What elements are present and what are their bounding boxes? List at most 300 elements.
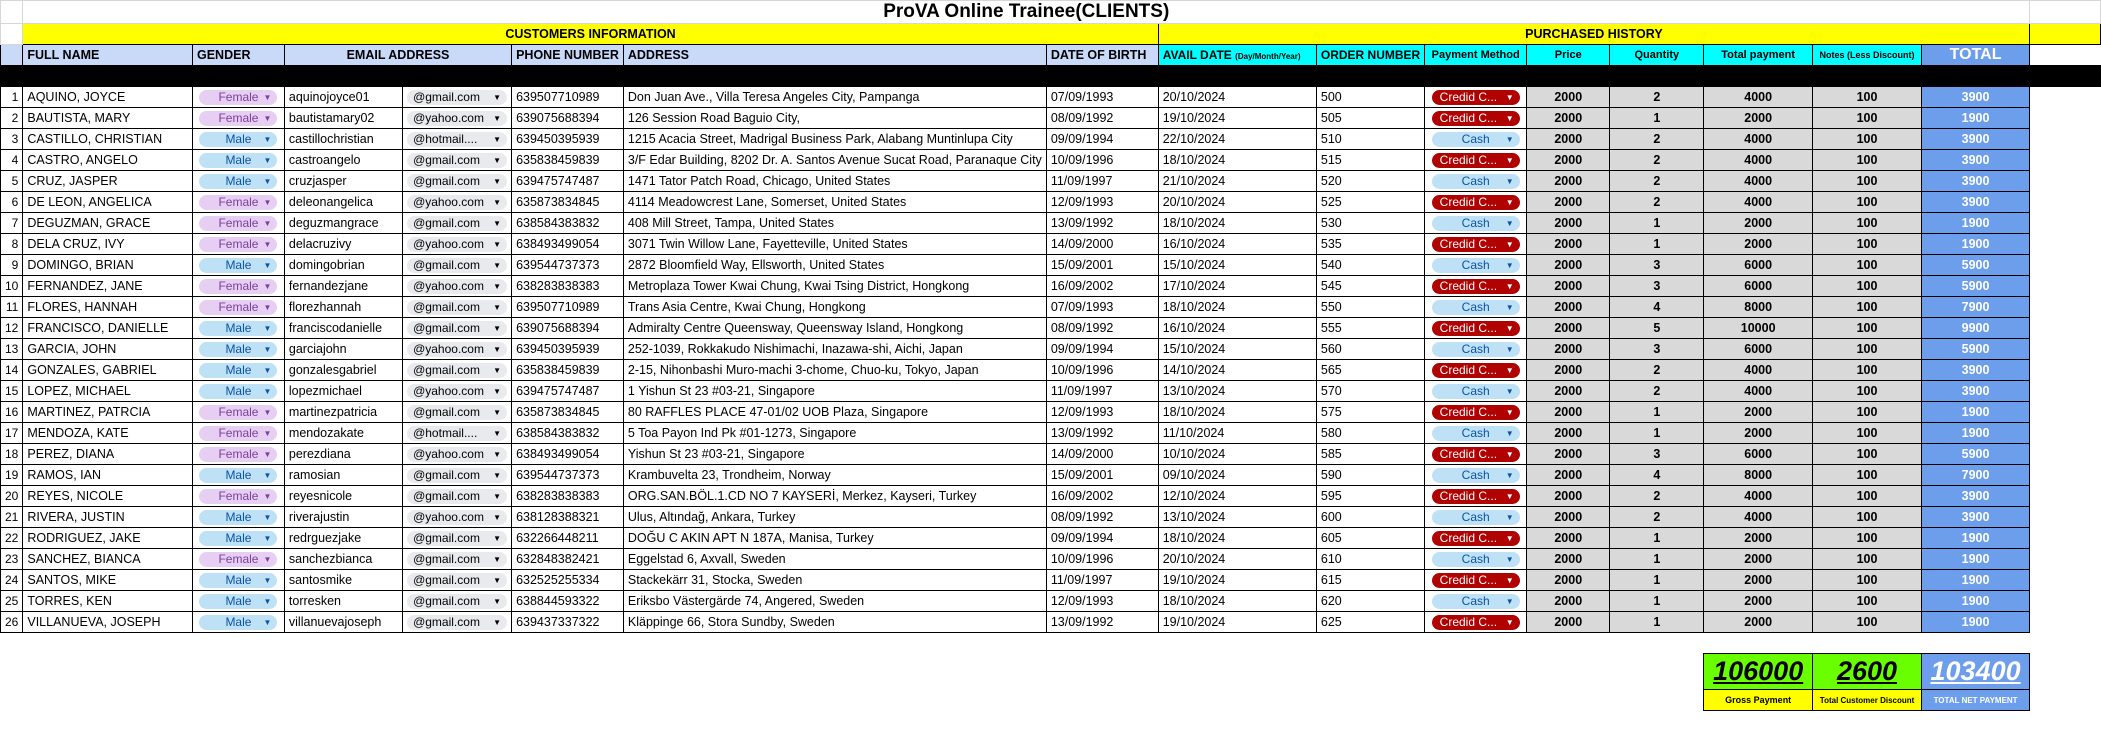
payment-method-dropdown[interactable]: [1432, 552, 1520, 567]
gender-cell[interactable]: [193, 87, 285, 108]
total-cell[interactable]: 5900: [1922, 255, 2030, 276]
payment-method-cell[interactable]: [1425, 171, 1527, 192]
quantity-cell[interactable]: 2: [1610, 192, 1704, 213]
quantity-cell[interactable]: 1: [1610, 234, 1704, 255]
total-payment-cell[interactable]: 2000: [1704, 549, 1813, 570]
dob-cell[interactable]: 14/09/2000: [1046, 444, 1158, 465]
notes-cell[interactable]: 100: [1813, 192, 1922, 213]
email-domain-cell[interactable]: [403, 87, 512, 108]
full-name-cell[interactable]: LOPEZ, MICHAEL: [23, 381, 193, 402]
payment-method-cell[interactable]: [1425, 339, 1527, 360]
avail-date-cell[interactable]: 18/10/2024: [1158, 528, 1316, 549]
payment-method-cell[interactable]: [1425, 570, 1527, 591]
email-user-cell[interactable]: riverajustin: [284, 507, 402, 528]
dob-cell[interactable]: 16/09/2002: [1046, 276, 1158, 297]
header-address[interactable]: ADDRESS: [623, 45, 1046, 66]
full-name-cell[interactable]: CASTRO, ANGELO: [23, 150, 193, 171]
email-domain-dropdown[interactable]: [407, 363, 507, 378]
total-payment-cell[interactable]: 2000: [1704, 591, 1813, 612]
avail-date-cell[interactable]: 19/10/2024: [1158, 108, 1316, 129]
email-domain-dropdown[interactable]: [407, 594, 507, 609]
total-cell[interactable]: 5900: [1922, 339, 2030, 360]
payment-method-dropdown[interactable]: [1432, 90, 1520, 105]
phone-cell[interactable]: 639450395939: [512, 129, 624, 150]
email-user-cell[interactable]: castillochristian: [284, 129, 402, 150]
order-number-cell[interactable]: 615: [1316, 570, 1424, 591]
avail-date-cell[interactable]: 15/10/2024: [1158, 255, 1316, 276]
total-payment-cell[interactable]: 4000: [1704, 129, 1813, 150]
notes-cell[interactable]: 100: [1813, 444, 1922, 465]
dob-cell[interactable]: 15/09/2001: [1046, 255, 1158, 276]
order-number-cell[interactable]: 560: [1316, 339, 1424, 360]
payment-method-dropdown[interactable]: [1432, 258, 1520, 273]
payment-method-cell[interactable]: [1425, 423, 1527, 444]
price-cell[interactable]: 2000: [1527, 381, 1610, 402]
payment-method-cell[interactable]: [1425, 549, 1527, 570]
full-name-cell[interactable]: BAUTISTA, MARY: [23, 108, 193, 129]
dob-cell[interactable]: 09/09/1994: [1046, 339, 1158, 360]
full-name-cell[interactable]: CASTILLO, CHRISTIAN: [23, 129, 193, 150]
quantity-cell[interactable]: 1: [1610, 423, 1704, 444]
price-cell[interactable]: 2000: [1527, 297, 1610, 318]
total-cell[interactable]: 3900: [1922, 129, 2030, 150]
payment-method-dropdown[interactable]: [1432, 468, 1520, 483]
email-domain-cell[interactable]: [403, 612, 512, 633]
email-user-cell[interactable]: franciscodanielle: [284, 318, 402, 339]
full-name-cell[interactable]: DOMINGO, BRIAN: [23, 255, 193, 276]
payment-method-cell[interactable]: [1425, 192, 1527, 213]
payment-method-cell[interactable]: [1425, 444, 1527, 465]
dob-cell[interactable]: 11/09/1997: [1046, 570, 1158, 591]
payment-method-cell[interactable]: [1425, 528, 1527, 549]
address-cell[interactable]: DOĞU C AKIN APT N 187A, Manisa, Turkey: [623, 528, 1046, 549]
payment-method-cell[interactable]: [1425, 465, 1527, 486]
email-domain-cell[interactable]: [403, 150, 512, 171]
price-cell[interactable]: 2000: [1527, 465, 1610, 486]
price-cell[interactable]: 2000: [1527, 423, 1610, 444]
quantity-cell[interactable]: 2: [1610, 150, 1704, 171]
payment-method-cell[interactable]: [1425, 318, 1527, 339]
price-cell[interactable]: 2000: [1527, 213, 1610, 234]
dob-cell[interactable]: 08/09/1992: [1046, 318, 1158, 339]
payment-method-dropdown[interactable]: [1432, 615, 1520, 630]
price-cell[interactable]: 2000: [1527, 108, 1610, 129]
email-domain-cell[interactable]: [403, 339, 512, 360]
email-user-cell[interactable]: gonzalesgabriel: [284, 360, 402, 381]
email-user-cell[interactable]: domingobrian: [284, 255, 402, 276]
gender-cell[interactable]: [193, 150, 285, 171]
gender-cell[interactable]: [193, 213, 285, 234]
gender-cell[interactable]: [193, 192, 285, 213]
avail-date-cell[interactable]: 13/10/2024: [1158, 507, 1316, 528]
full-name-cell[interactable]: DE LEON, ANGELICA: [23, 192, 193, 213]
gender-cell[interactable]: [193, 171, 285, 192]
notes-cell[interactable]: 100: [1813, 255, 1922, 276]
full-name-cell[interactable]: AQUINO, JOYCE: [23, 87, 193, 108]
price-cell[interactable]: 2000: [1527, 591, 1610, 612]
order-number-cell[interactable]: 540: [1316, 255, 1424, 276]
payment-method-dropdown[interactable]: [1432, 237, 1520, 252]
total-cell[interactable]: 3900: [1922, 381, 2030, 402]
quantity-cell[interactable]: 1: [1610, 591, 1704, 612]
total-payment-cell[interactable]: 2000: [1704, 423, 1813, 444]
gender-dropdown[interactable]: [199, 531, 277, 546]
email-user-cell[interactable]: mendozakate: [284, 423, 402, 444]
phone-cell[interactable]: 635838459839: [512, 360, 624, 381]
payment-method-dropdown[interactable]: [1432, 216, 1520, 231]
total-payment-cell[interactable]: 10000: [1704, 318, 1813, 339]
price-cell[interactable]: 2000: [1527, 486, 1610, 507]
email-domain-dropdown[interactable]: [407, 510, 507, 525]
order-number-cell[interactable]: 555: [1316, 318, 1424, 339]
email-domain-dropdown[interactable]: [407, 615, 507, 630]
total-cell[interactable]: 3900: [1922, 171, 2030, 192]
payment-method-cell[interactable]: [1425, 402, 1527, 423]
gender-cell[interactable]: [193, 108, 285, 129]
address-cell[interactable]: 126 Session Road Baguio City,: [623, 108, 1046, 129]
header-total[interactable]: TOTAL: [1922, 45, 2030, 66]
email-user-cell[interactable]: perezdiana: [284, 444, 402, 465]
total-payment-cell[interactable]: 6000: [1704, 444, 1813, 465]
phone-cell[interactable]: 639507710989: [512, 297, 624, 318]
quantity-cell[interactable]: 1: [1610, 213, 1704, 234]
address-cell[interactable]: Admiralty Centre Queensway, Queensway Island, Hongkong: [623, 318, 1046, 339]
full-name-cell[interactable]: DELA CRUZ, IVY: [23, 234, 193, 255]
dob-cell[interactable]: 10/09/1996: [1046, 150, 1158, 171]
notes-cell[interactable]: 100: [1813, 213, 1922, 234]
order-number-cell[interactable]: 600: [1316, 507, 1424, 528]
price-cell[interactable]: 2000: [1527, 549, 1610, 570]
email-user-cell[interactable]: fernandezjane: [284, 276, 402, 297]
payment-method-dropdown[interactable]: [1432, 279, 1520, 294]
email-user-cell[interactable]: torresken: [284, 591, 402, 612]
payment-method-dropdown[interactable]: [1432, 342, 1520, 357]
price-cell[interactable]: 2000: [1527, 570, 1610, 591]
total-cell[interactable]: 1900: [1922, 213, 2030, 234]
gender-cell[interactable]: [193, 465, 285, 486]
dob-cell[interactable]: 07/09/1993: [1046, 297, 1158, 318]
notes-cell[interactable]: 100: [1813, 234, 1922, 255]
gender-dropdown[interactable]: [199, 237, 277, 252]
address-cell[interactable]: Stackekärr 31, Stocka, Sweden: [623, 570, 1046, 591]
header-total-payment[interactable]: Total payment: [1704, 45, 1813, 66]
email-domain-cell[interactable]: [403, 276, 512, 297]
payment-method-dropdown[interactable]: [1432, 132, 1520, 147]
address-cell[interactable]: ORG.SAN.BÖL.1.CD NO 7 KAYSERİ, Merkez, Kayseri, Turkey: [623, 486, 1046, 507]
gender-cell[interactable]: [193, 129, 285, 150]
total-payment-cell[interactable]: 4000: [1704, 192, 1813, 213]
address-cell[interactable]: Yishun St 23 #03-21, Singapore: [623, 444, 1046, 465]
address-cell[interactable]: Eriksbo Västergärde 74, Angered, Sweden: [623, 591, 1046, 612]
dob-cell[interactable]: 13/09/1992: [1046, 612, 1158, 633]
phone-cell[interactable]: 632848382421: [512, 549, 624, 570]
full-name-cell[interactable]: RAMOS, IAN: [23, 465, 193, 486]
notes-cell[interactable]: 100: [1813, 612, 1922, 633]
dob-cell[interactable]: 08/09/1992: [1046, 507, 1158, 528]
order-number-cell[interactable]: 530: [1316, 213, 1424, 234]
gender-cell[interactable]: [193, 381, 285, 402]
total-cell[interactable]: 5900: [1922, 444, 2030, 465]
email-domain-cell[interactable]: [403, 570, 512, 591]
notes-cell[interactable]: 100: [1813, 381, 1922, 402]
dob-cell[interactable]: 10/09/1996: [1046, 549, 1158, 570]
quantity-cell[interactable]: 1: [1610, 108, 1704, 129]
payment-method-cell[interactable]: [1425, 381, 1527, 402]
price-cell[interactable]: 2000: [1527, 402, 1610, 423]
phone-cell[interactable]: 639075688394: [512, 318, 624, 339]
email-user-cell[interactable]: deleonangelica: [284, 192, 402, 213]
payment-method-cell[interactable]: [1425, 591, 1527, 612]
quantity-cell[interactable]: 2: [1610, 171, 1704, 192]
total-payment-cell[interactable]: 4000: [1704, 360, 1813, 381]
gender-dropdown[interactable]: [199, 195, 277, 210]
full-name-cell[interactable]: FERNANDEZ, JANE: [23, 276, 193, 297]
quantity-cell[interactable]: 1: [1610, 612, 1704, 633]
avail-date-cell[interactable]: 16/10/2024: [1158, 318, 1316, 339]
avail-date-cell[interactable]: 18/10/2024: [1158, 213, 1316, 234]
header-order-number[interactable]: ORDER NUMBER: [1316, 45, 1424, 66]
payment-method-dropdown[interactable]: [1432, 195, 1520, 210]
header-avail-date[interactable]: [1158, 45, 1316, 66]
total-cell[interactable]: 3900: [1922, 150, 2030, 171]
address-cell[interactable]: 1215 Acacia Street, Madrigal Business Park, Alabang Muntinlupa City: [623, 129, 1046, 150]
phone-cell[interactable]: 632525255334: [512, 570, 624, 591]
notes-cell[interactable]: 100: [1813, 150, 1922, 171]
gender-dropdown[interactable]: [199, 468, 277, 483]
avail-date-cell[interactable]: 18/10/2024: [1158, 297, 1316, 318]
notes-cell[interactable]: 100: [1813, 549, 1922, 570]
address-cell[interactable]: 4114 Meadowcrest Lane, Somerset, United States: [623, 192, 1046, 213]
phone-cell[interactable]: 635838459839: [512, 150, 624, 171]
email-domain-cell[interactable]: [403, 423, 512, 444]
gender-cell[interactable]: [193, 612, 285, 633]
full-name-cell[interactable]: FLORES, HANNAH: [23, 297, 193, 318]
price-cell[interactable]: 2000: [1527, 339, 1610, 360]
dob-cell[interactable]: 10/09/1996: [1046, 360, 1158, 381]
email-domain-dropdown[interactable]: [407, 111, 507, 126]
payment-method-dropdown[interactable]: [1432, 321, 1520, 336]
phone-cell[interactable]: 639475747487: [512, 381, 624, 402]
full-name-cell[interactable]: GONZALES, GABRIEL: [23, 360, 193, 381]
notes-cell[interactable]: 100: [1813, 318, 1922, 339]
gender-dropdown[interactable]: [199, 363, 277, 378]
gender-cell[interactable]: [193, 360, 285, 381]
price-cell[interactable]: 2000: [1527, 255, 1610, 276]
total-cell[interactable]: 1900: [1922, 570, 2030, 591]
email-domain-cell[interactable]: [403, 465, 512, 486]
email-domain-cell[interactable]: [403, 213, 512, 234]
full-name-cell[interactable]: RIVERA, JUSTIN: [23, 507, 193, 528]
total-payment-cell[interactable]: 2000: [1704, 612, 1813, 633]
gender-dropdown[interactable]: [199, 405, 277, 420]
payment-method-cell[interactable]: [1425, 108, 1527, 129]
email-domain-cell[interactable]: [403, 318, 512, 339]
phone-cell[interactable]: 638844593322: [512, 591, 624, 612]
payment-method-cell[interactable]: [1425, 276, 1527, 297]
gender-cell[interactable]: [193, 339, 285, 360]
quantity-cell[interactable]: 3: [1610, 339, 1704, 360]
payment-method-dropdown[interactable]: [1432, 174, 1520, 189]
quantity-cell[interactable]: 4: [1610, 297, 1704, 318]
payment-method-cell[interactable]: [1425, 234, 1527, 255]
notes-cell[interactable]: 100: [1813, 339, 1922, 360]
gender-dropdown[interactable]: [199, 342, 277, 357]
email-domain-dropdown[interactable]: [407, 195, 507, 210]
price-cell[interactable]: 2000: [1527, 507, 1610, 528]
quantity-cell[interactable]: 2: [1610, 507, 1704, 528]
notes-cell[interactable]: 100: [1813, 129, 1922, 150]
full-name-cell[interactable]: CRUZ, JASPER: [23, 171, 193, 192]
quantity-cell[interactable]: 2: [1610, 360, 1704, 381]
address-cell[interactable]: Krambuvelta 23, Trondheim, Norway: [623, 465, 1046, 486]
quantity-cell[interactable]: 1: [1610, 549, 1704, 570]
address-cell[interactable]: 3/F Edar Building, 8202 Dr. A. Santos Avenue Sucat Road, Paranaque City: [623, 150, 1046, 171]
header-phone-number[interactable]: PHONE NUMBER: [512, 45, 624, 66]
quantity-cell[interactable]: 2: [1610, 87, 1704, 108]
gender-dropdown[interactable]: [199, 111, 277, 126]
gender-dropdown[interactable]: [199, 279, 277, 294]
gender-dropdown[interactable]: [199, 573, 277, 588]
dob-cell[interactable]: 11/09/1997: [1046, 171, 1158, 192]
email-domain-cell[interactable]: [403, 360, 512, 381]
order-number-cell[interactable]: 520: [1316, 171, 1424, 192]
total-cell[interactable]: 5900: [1922, 276, 2030, 297]
order-number-cell[interactable]: 510: [1316, 129, 1424, 150]
total-cell[interactable]: 7900: [1922, 297, 2030, 318]
email-domain-dropdown[interactable]: [407, 153, 507, 168]
payment-method-dropdown[interactable]: [1432, 300, 1520, 315]
total-payment-cell[interactable]: 2000: [1704, 402, 1813, 423]
email-user-cell[interactable]: martinezpatricia: [284, 402, 402, 423]
total-cell[interactable]: 1900: [1922, 423, 2030, 444]
gender-dropdown[interactable]: [199, 426, 277, 441]
gender-cell[interactable]: [193, 423, 285, 444]
total-cell[interactable]: 3900: [1922, 507, 2030, 528]
gender-dropdown[interactable]: [199, 615, 277, 630]
header-notes[interactable]: Notes (Less Discount): [1813, 45, 1922, 66]
email-domain-cell[interactable]: [403, 192, 512, 213]
dob-cell[interactable]: 13/09/1992: [1046, 423, 1158, 444]
address-cell[interactable]: 80 RAFFLES PLACE 47-01/02 UOB Plaza, Singapore: [623, 402, 1046, 423]
quantity-cell[interactable]: 3: [1610, 444, 1704, 465]
avail-date-cell[interactable]: 12/10/2024: [1158, 486, 1316, 507]
phone-cell[interactable]: 638584383832: [512, 423, 624, 444]
email-domain-cell[interactable]: [403, 402, 512, 423]
avail-date-cell[interactable]: 21/10/2024: [1158, 171, 1316, 192]
price-cell[interactable]: 2000: [1527, 171, 1610, 192]
gender-cell[interactable]: [193, 528, 285, 549]
avail-date-cell[interactable]: 18/10/2024: [1158, 150, 1316, 171]
gender-cell[interactable]: [193, 570, 285, 591]
header-date-of-birth[interactable]: DATE OF BIRTH: [1046, 45, 1158, 66]
quantity-cell[interactable]: 2: [1610, 381, 1704, 402]
phone-cell[interactable]: 638493499054: [512, 444, 624, 465]
gender-cell[interactable]: [193, 507, 285, 528]
total-cell[interactable]: 1900: [1922, 591, 2030, 612]
payment-method-cell[interactable]: [1425, 360, 1527, 381]
gender-cell[interactable]: [193, 486, 285, 507]
full-name-cell[interactable]: FRANCISCO, DANIELLE: [23, 318, 193, 339]
dob-cell[interactable]: 12/09/1993: [1046, 192, 1158, 213]
payment-method-dropdown[interactable]: [1432, 384, 1520, 399]
dob-cell[interactable]: 11/09/1997: [1046, 381, 1158, 402]
total-payment-cell[interactable]: 2000: [1704, 570, 1813, 591]
email-user-cell[interactable]: florezhannah: [284, 297, 402, 318]
avail-date-cell[interactable]: 20/10/2024: [1158, 549, 1316, 570]
address-cell[interactable]: Metroplaza Tower Kwai Chung, Kwai Tsing District, Hongkong: [623, 276, 1046, 297]
email-domain-dropdown[interactable]: [407, 447, 507, 462]
email-domain-dropdown[interactable]: [407, 489, 507, 504]
payment-method-dropdown[interactable]: [1432, 573, 1520, 588]
total-cell[interactable]: 3900: [1922, 486, 2030, 507]
notes-cell[interactable]: 100: [1813, 360, 1922, 381]
order-number-cell[interactable]: 565: [1316, 360, 1424, 381]
payment-method-cell[interactable]: [1425, 150, 1527, 171]
email-domain-cell[interactable]: [403, 108, 512, 129]
price-cell[interactable]: 2000: [1527, 276, 1610, 297]
phone-cell[interactable]: 638283838383: [512, 276, 624, 297]
payment-method-dropdown[interactable]: [1432, 426, 1520, 441]
order-number-cell[interactable]: 545: [1316, 276, 1424, 297]
gender-dropdown[interactable]: [199, 510, 277, 525]
order-number-cell[interactable]: 500: [1316, 87, 1424, 108]
full-name-cell[interactable]: VILLANUEVA, JOSEPH: [23, 612, 193, 633]
gender-dropdown[interactable]: [199, 300, 277, 315]
order-number-cell[interactable]: 575: [1316, 402, 1424, 423]
gender-dropdown[interactable]: [199, 552, 277, 567]
dob-cell[interactable]: 15/09/2001: [1046, 465, 1158, 486]
email-domain-cell[interactable]: [403, 129, 512, 150]
avail-date-cell[interactable]: 22/10/2024: [1158, 129, 1316, 150]
gender-cell[interactable]: [193, 318, 285, 339]
total-payment-cell[interactable]: 2000: [1704, 108, 1813, 129]
email-domain-dropdown[interactable]: [407, 237, 507, 252]
quantity-cell[interactable]: 4: [1610, 465, 1704, 486]
email-domain-dropdown[interactable]: [407, 300, 507, 315]
full-name-cell[interactable]: MENDOZA, KATE: [23, 423, 193, 444]
phone-cell[interactable]: 638128388321: [512, 507, 624, 528]
price-cell[interactable]: 2000: [1527, 129, 1610, 150]
email-domain-dropdown[interactable]: [407, 426, 507, 441]
price-cell[interactable]: 2000: [1527, 150, 1610, 171]
full-name-cell[interactable]: RODRIGUEZ, JAKE: [23, 528, 193, 549]
total-cell[interactable]: 1900: [1922, 234, 2030, 255]
payment-method-dropdown[interactable]: [1432, 594, 1520, 609]
header-payment-method[interactable]: Payment Method: [1425, 45, 1527, 66]
dob-cell[interactable]: 07/09/1993: [1046, 87, 1158, 108]
email-domain-cell[interactable]: [403, 381, 512, 402]
order-number-cell[interactable]: 585: [1316, 444, 1424, 465]
total-payment-cell[interactable]: 8000: [1704, 465, 1813, 486]
order-number-cell[interactable]: 535: [1316, 234, 1424, 255]
email-user-cell[interactable]: redrguezjake: [284, 528, 402, 549]
notes-cell[interactable]: 100: [1813, 591, 1922, 612]
email-user-cell[interactable]: santosmike: [284, 570, 402, 591]
total-cell[interactable]: 7900: [1922, 465, 2030, 486]
address-cell[interactable]: 2-15, Nihonbashi Muro-machi 3-chome, Chuo-ku, Tokyo, Japan: [623, 360, 1046, 381]
address-cell[interactable]: 1 Yishun St 23 #03-21, Singapore: [623, 381, 1046, 402]
dob-cell[interactable]: 12/09/1993: [1046, 591, 1158, 612]
avail-date-cell[interactable]: 19/10/2024: [1158, 570, 1316, 591]
email-domain-dropdown[interactable]: [407, 258, 507, 273]
email-domain-cell[interactable]: [403, 297, 512, 318]
order-number-cell[interactable]: 590: [1316, 465, 1424, 486]
dob-cell[interactable]: 16/09/2002: [1046, 486, 1158, 507]
total-cell[interactable]: 1900: [1922, 612, 2030, 633]
dob-cell[interactable]: 12/09/1993: [1046, 402, 1158, 423]
payment-method-cell[interactable]: [1425, 297, 1527, 318]
email-domain-dropdown[interactable]: [407, 342, 507, 357]
